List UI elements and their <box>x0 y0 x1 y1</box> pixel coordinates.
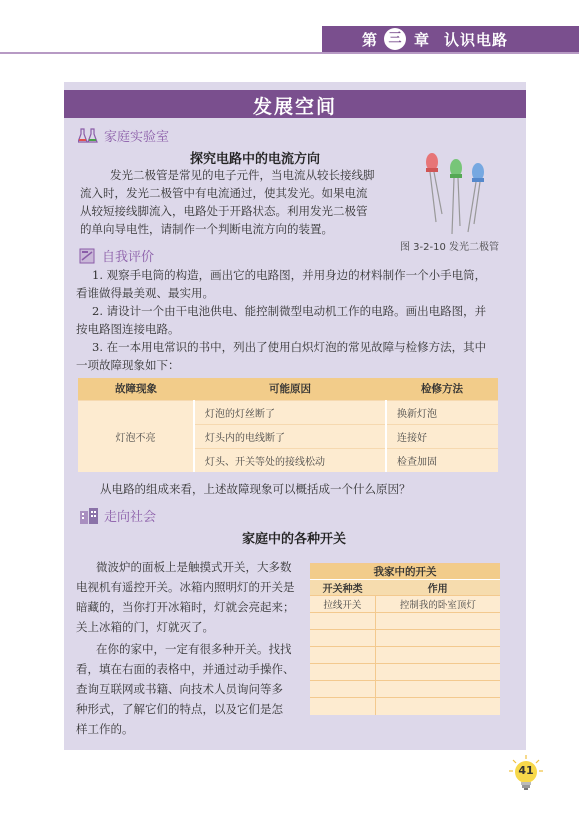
chapter-number-badge: 三 <box>384 28 406 50</box>
lab-title: 探究电路中的电流方向 <box>190 152 321 167</box>
page-number-badge <box>508 754 544 794</box>
society-header <box>78 506 156 525</box>
fault-table-header <box>78 378 498 400</box>
table-row-empty[interactable] <box>310 647 500 664</box>
switch-type-input-cell[interactable] <box>310 681 375 698</box>
function-input-cell[interactable] <box>375 664 500 681</box>
q1-line-1: 1. 观察手电筒的构造，画出它的电路图，并用身边的材料制作一个小手电筒， <box>92 268 487 282</box>
lab-line-2: 流入时，发光二极管中有电流通过，使其发光。如果电流 <box>80 186 368 200</box>
switch-type-input-cell[interactable] <box>310 630 375 647</box>
q2-line-1: 2. 请设计一个由干电池供电、能控制微型电动机工作的电路。画出电路图，并 <box>92 304 487 318</box>
figure-caption: 图 3-2-10 发光二极管 <box>400 242 500 253</box>
header-function: 作用 <box>375 580 500 596</box>
function-input-cell[interactable] <box>375 681 500 698</box>
society-line-3: 暗藏的，当你打开冰箱时，灯就会亮起来； <box>76 600 295 614</box>
green-led-icon <box>450 159 462 234</box>
header-cause: 可能原因 <box>194 378 386 400</box>
chapter-header <box>322 26 579 52</box>
q3-line-1: 3. 在一本用电常识的书中，列出了使用白炽灯泡的常见故障与检修方法，其中 <box>92 340 487 354</box>
self-eval-header <box>78 246 154 265</box>
society-line-1: 微波炉的面板上是触摸式开关，大多数 <box>96 560 292 574</box>
blue-led-icon <box>468 163 484 232</box>
table-row-empty[interactable] <box>310 698 500 715</box>
society-line-5: 在你的家中，一定有很多种开关。找找 <box>96 642 292 656</box>
home-switch-table <box>310 563 500 715</box>
fix-cell: 检查加固 <box>386 448 498 472</box>
q2-line-2: 按电路图连接电路。 <box>76 322 180 336</box>
table-row <box>310 596 500 613</box>
clipboard-icon <box>78 248 98 264</box>
switch-table-caption: 我家中的开关 <box>310 564 500 580</box>
function-input-cell[interactable] <box>375 613 500 630</box>
header-fix: 检修方法 <box>386 378 498 400</box>
switch-table-caption-row <box>310 564 500 580</box>
self-eval-label: 自我评价 <box>102 250 155 265</box>
fix-cell: 换新灯泡 <box>386 400 498 424</box>
society-line-7: 查询互联网或书籍、向技术人员询问等多 <box>76 682 283 696</box>
table-row-empty[interactable] <box>310 664 500 681</box>
table-row-empty[interactable] <box>310 630 500 647</box>
home-lab-header <box>78 126 169 145</box>
switch-type-input-cell[interactable] <box>310 613 375 630</box>
switch-table-header <box>310 580 500 596</box>
switch-type-input-cell[interactable] <box>310 664 375 681</box>
lab-line-3: 从较短接线脚流入，电路处于开路状态。利用发光二极管 <box>80 204 368 218</box>
function-input-cell[interactable] <box>375 647 500 664</box>
chapter-title: 认识电路 <box>444 31 509 49</box>
table-row-empty[interactable] <box>310 681 500 698</box>
lab-line-4: 的单向导电性，请制作一个判断电流方向的装置。 <box>80 222 333 236</box>
society-line-8: 种形式，了解它们的特点，以及它们是怎 <box>76 702 283 716</box>
symptom-cell: 灯泡不亮 <box>78 400 194 472</box>
cause-cell: 灯泡的灯丝断了 <box>194 400 386 424</box>
header-switch-type: 开关种类 <box>310 580 375 596</box>
panel-title: 发展空间 <box>252 96 337 118</box>
home-lab-label: 家庭实验室 <box>104 130 170 145</box>
society-line-9: 样工作的。 <box>76 722 134 736</box>
page-number: 41 <box>518 764 534 777</box>
fault-table <box>78 378 498 472</box>
header-divider <box>0 52 579 54</box>
table-row <box>78 400 498 424</box>
function-input-cell[interactable] <box>375 698 500 715</box>
function-input-cell[interactable] <box>375 630 500 647</box>
led-illustration <box>416 150 500 240</box>
society-line-2: 电视机有遥控开关。冰箱内照明灯的开关是 <box>76 580 295 594</box>
red-led-icon <box>426 153 442 222</box>
panel-title-bar <box>64 90 526 118</box>
society-line-4: 关上冰箱的门，灯就灭了。 <box>76 620 214 634</box>
lab-line-1: 发光二极管是常见的电子元件，当电流从较长接线脚 <box>110 168 375 182</box>
society-line-6: 看，填在右面的表格中，并通过动手操作、 <box>76 662 295 676</box>
cause-cell: 灯头内的电线断了 <box>194 424 386 448</box>
chapter-suffix: 章 <box>414 31 430 49</box>
switch-type-input-cell[interactable] <box>310 698 375 715</box>
table-row-empty[interactable] <box>310 613 500 630</box>
switches-title: 家庭中的各种开关 <box>242 532 347 547</box>
chapter-prefix: 第 <box>362 31 378 49</box>
q1-line-2: 看谁做得最美观、最实用。 <box>76 286 214 300</box>
header-symptom: 故障现象 <box>78 378 194 400</box>
function-cell: 控制我的卧室顶灯 <box>375 596 500 613</box>
fix-cell: 连接好 <box>386 424 498 448</box>
building-icon <box>78 507 100 525</box>
society-label: 走向社会 <box>104 510 157 525</box>
switch-type-input-cell[interactable] <box>310 647 375 664</box>
cause-cell: 灯头、开关等处的接线松动 <box>194 448 386 472</box>
q3-line-2: 一项故障现象如下： <box>76 358 180 372</box>
summary-question: 从电路的组成来看，上述故障现象可以概括成一个什么原因？ <box>100 482 411 496</box>
switch-type-cell: 拉线开关 <box>310 596 375 613</box>
flask-icon <box>78 128 100 144</box>
